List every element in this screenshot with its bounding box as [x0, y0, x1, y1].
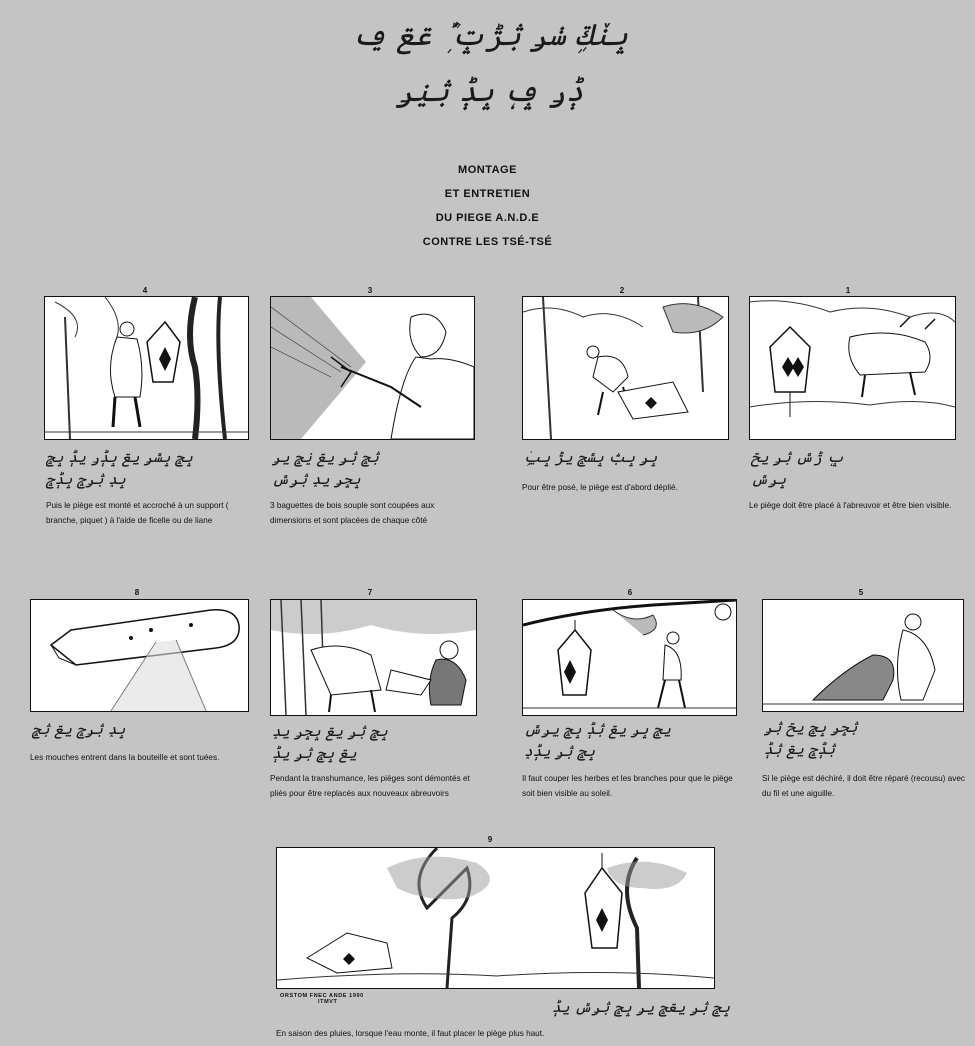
panel-3-caption: 3 baguettes de bois souple sont coupées aux dimensions et sont placées de chaque côté	[270, 501, 435, 525]
panel-4-script-line-1: ݒݘ ݒݜݛ ݐݝ ݒݙݛ ݐݙ ݒݘ	[46, 448, 193, 466]
panel-2-illustration	[522, 296, 729, 440]
panel-number-3: 3	[367, 286, 373, 295]
panel-2-script	[524, 446, 724, 468]
credit	[280, 993, 364, 1005]
panel-9-caption: En saison des pluies, lorsque l'eau monte, il faut placer le piège plus haut.	[276, 1029, 545, 1038]
panel-3-script	[272, 446, 472, 490]
title-line-3: DU PIEGE A.N.D.E	[435, 212, 540, 224]
panel-3-script-line-1: ݑݘ ݑݛ ݐݝ ݔݘ ݐݛ	[272, 448, 379, 466]
panel-1-caption: Le piège doit être placé à l'abreuvoir et être bien visible.	[749, 501, 952, 510]
panel-3-illustration	[270, 296, 475, 440]
panel-number-5: 5	[858, 588, 864, 597]
panel-8-illustration	[30, 599, 249, 712]
panel-8-caption: Les mouches entrent dans la bouteille et sont tuées.	[30, 753, 220, 762]
header-script-line-2: ݙݛ ݡܴ ݒݙ ݑݔݛ	[396, 74, 584, 109]
panel-4-illustration	[44, 296, 249, 440]
credit-line-1: ORSTOM FNEC ANDE 1990	[280, 993, 364, 999]
panel-6-script-line-2: ݒݘ ݑݛ ݐݙݚ	[524, 742, 596, 760]
panel-6-caption: Il faut couper les herbes et les branches pour que le piège soit bien visible au soleil.	[522, 774, 733, 798]
panel-3-script-line-2: ݒݘݛ ݐݚ ݑݛݜ	[272, 470, 361, 488]
panel-6-illustration	[522, 599, 737, 716]
panel-number-4: 4	[142, 286, 148, 295]
panel-7-script-line-2: ݐݝ ݒݘ ݑݛ ݐݙ	[272, 744, 357, 762]
panel-number-7: 7	[367, 588, 373, 597]
panel-5-script-line-2: ݑݙݘ ݐݝ ݑݙ	[764, 740, 836, 758]
panel-6-script-line-1: ݐݘ ݒݛ ݐݝ ݑݙ ݒݘ ݐݛݜ	[524, 720, 671, 738]
panel-1-illustration	[749, 296, 956, 440]
panel-9-illustration	[276, 847, 715, 989]
panel-1-script-line-1: ݒܴ ݱݜ ݑݛ ݐݗ	[751, 448, 845, 466]
panel-1-script-line-2: ݒݛݜ	[751, 470, 787, 488]
panel-4-script	[46, 446, 246, 490]
panel-5-script	[764, 716, 964, 760]
panel-number-2: 2	[619, 286, 625, 295]
panel-7-script	[272, 720, 472, 764]
credit-line-2: ITMVT	[318, 999, 338, 1005]
panel-5-illustration	[762, 599, 964, 712]
panel-7-illustration	[270, 599, 477, 716]
panel-2-script-line-1: ݒݛ ݒݑ ݒݜݘ ݐݱ ݒݐܲ	[524, 448, 658, 466]
panel-1-script	[751, 446, 951, 490]
title-line-2: ET ENTRETIEN	[444, 188, 531, 200]
panel-8-script-line-1: ݒݚ ݑݛݘ ݐݝ ݑݘ	[32, 720, 126, 738]
title-line-4: CONTRE LES TSÉ-TSÉ	[422, 236, 553, 248]
panel-4-caption: Puis le piège est monté et accroché à un support ( branche, piquet ) à l'aide de ficelle ou de liane	[46, 501, 229, 525]
panel-8-script	[32, 718, 242, 740]
panel-4-script-line-2: ݒݚ ݑݛݘ ݒݙݘ	[46, 470, 126, 488]
panel-9-script	[420, 996, 730, 1018]
panel-2-caption: Pour être posé, le piège est d'abord déplié.	[522, 483, 678, 492]
panel-7-script-line-1: ݒݘ ݑݛ ݐݝ ݒݘݛ ݐݚ	[272, 722, 388, 740]
panel-7-caption: Pendant la transhumance, les pièges sont démontés et pliés pour être replacés aux nouveaux abreuvoirs	[270, 774, 470, 798]
title-line-1: MONTAGE	[458, 164, 517, 176]
panel-number-8: 8	[134, 588, 140, 597]
panel-number-9: 9	[487, 835, 493, 844]
panel-9-script-line-1: ݒݘ ݑݛ ݐݝݘ ݐݛ ݒݘ ݑݛݜ ݐݙ	[551, 998, 730, 1016]
panel-5-caption: Si le piège est déchiré, il doit être réparé (recousu) avec du fil et une aiguille.	[762, 774, 965, 798]
panel-number-6: 6	[627, 588, 633, 597]
panel-number-1: 1	[845, 286, 851, 295]
header-script-line-1: ݒݩݿܹ ݭݛ ݑݱݓ ܶܲܰ ݝݝ ݠ	[351, 18, 629, 53]
panel-5-script-line-1: ݑݘݛ ݒݘ ݐݗ ݑݛ	[764, 718, 858, 736]
panel-6-script	[524, 718, 734, 762]
